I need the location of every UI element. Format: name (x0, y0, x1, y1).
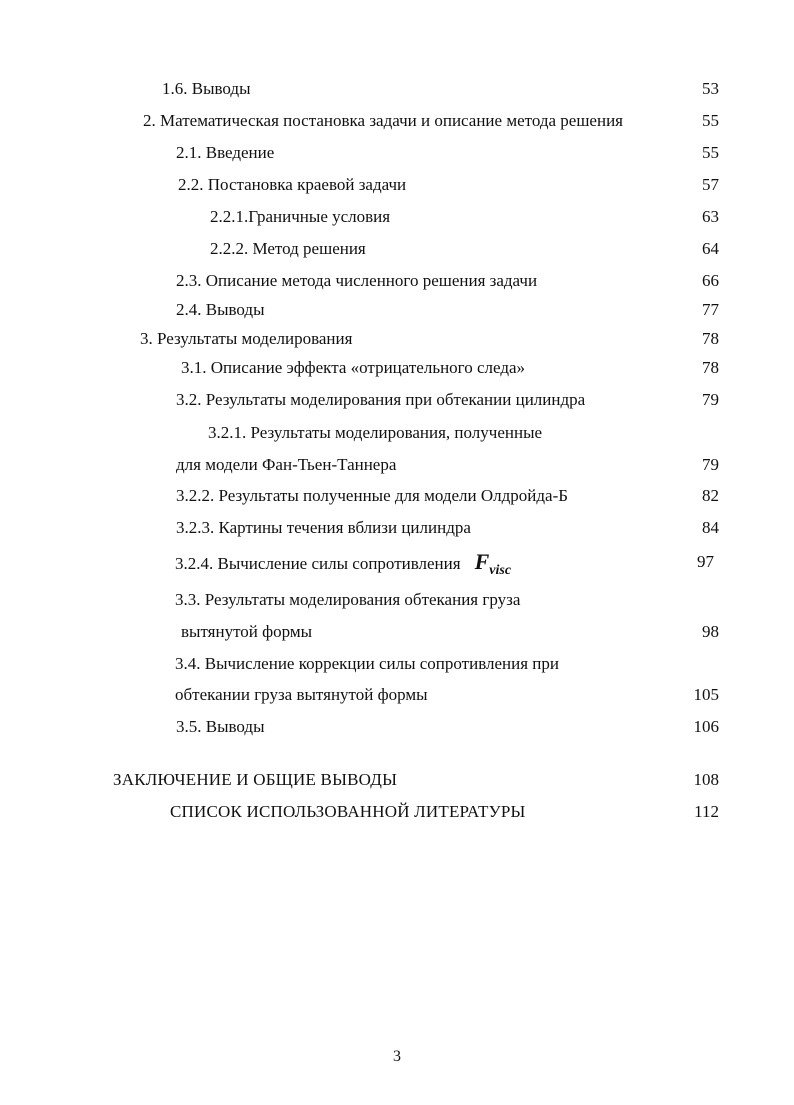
toc-page-3-2-4: 97 (697, 552, 714, 571)
toc-page-2-2: 57 (702, 175, 719, 194)
toc-entry-2: 2. Математическая постановка задачи и описание метода решения (143, 111, 623, 130)
toc-page-3-2-1: 79 (702, 455, 719, 474)
toc-page-references: 112 (694, 802, 719, 821)
toc-entry-1-6: 1.6. Выводы (162, 79, 251, 98)
toc-page-2-1: 55 (702, 143, 719, 162)
toc-entry-3-2: 3.2. Результаты моделирования при обтекании цилиндра (176, 390, 586, 409)
toc-page-3-2-2: 82 (702, 486, 719, 505)
toc-entry-3-2-1: 3.2.1. Результаты моделирования, полученные (208, 423, 543, 442)
toc-page-2-2-2: 64 (702, 239, 719, 258)
toc-entry-2-2-2: 2.2.2. Метод решения (210, 239, 366, 258)
formula-main: F (474, 549, 490, 574)
toc-entry-3-2-2: 3.2.2. Результаты полученные для модели Олдройда-Б (176, 486, 569, 505)
toc-page-3-2: 79 (702, 390, 719, 409)
toc-entry-2-2-1: 2.2.1.Граничные условия (210, 207, 391, 226)
toc-entry-3: 3. Результаты моделирования (140, 329, 353, 348)
formula-subscript: visc (489, 563, 512, 578)
toc-page-3-5: 106 (693, 717, 719, 736)
toc-entry-3-2-4 (175, 549, 512, 581)
toc-page-2-3: 66 (702, 271, 719, 290)
toc-page-2-4: 77 (702, 300, 719, 319)
toc-page-2-2-1: 63 (702, 207, 719, 226)
toc-entry-3-4-cont: обтекании груза вытянутой формы (175, 685, 428, 704)
formula-f-visc (474, 549, 512, 578)
toc-entry-2-3: 2.3. Описание метода численного решения задачи (176, 271, 538, 290)
toc-entry-3-2-4-text: 3.2.4. Вычисление силы сопротивления (175, 554, 461, 573)
toc-page-3-1: 78 (702, 358, 719, 377)
page-number: 3 (393, 1048, 401, 1065)
toc-page-3: 78 (702, 329, 719, 348)
toc-entry-3-4: 3.4. Вычисление коррекции силы сопротивления при (175, 654, 560, 673)
toc-entry-conclusion: ЗАКЛЮЧЕНИЕ И ОБЩИЕ ВЫВОДЫ (113, 770, 398, 789)
toc-page-2: 55 (702, 111, 719, 130)
toc-page-1-6: 53 (702, 79, 719, 98)
toc-entry-3-2-3: 3.2.3. Картины течения вблизи цилиндра (176, 518, 471, 537)
toc-entry-2-1: 2.1. Введение (176, 143, 275, 162)
toc-page-3-4: 105 (693, 685, 719, 704)
toc-entry-3-5: 3.5. Выводы (176, 717, 265, 736)
toc-page-conclusion: 108 (693, 770, 719, 789)
toc-entry-3-3: 3.3. Результаты моделирования обтекания груза (175, 590, 521, 609)
toc-entry-references: СПИСОК ИСПОЛЬЗОВАННОЙ ЛИТЕРАТУРЫ (170, 802, 526, 821)
toc-entry-2-4: 2.4. Выводы (176, 300, 265, 319)
toc-page-3-3: 98 (702, 622, 719, 641)
toc-page-3-2-3: 84 (702, 518, 719, 537)
toc-entry-3-1: 3.1. Описание эффекта «отрицательного следа» (181, 358, 526, 377)
toc-entry-3-3-cont: вытянутой формы (181, 622, 313, 641)
toc-entry-3-2-1-cont: для модели Фан-Тьен-Таннера (176, 455, 397, 474)
toc-entry-2-2: 2.2. Постановка краевой задачи (178, 175, 407, 194)
